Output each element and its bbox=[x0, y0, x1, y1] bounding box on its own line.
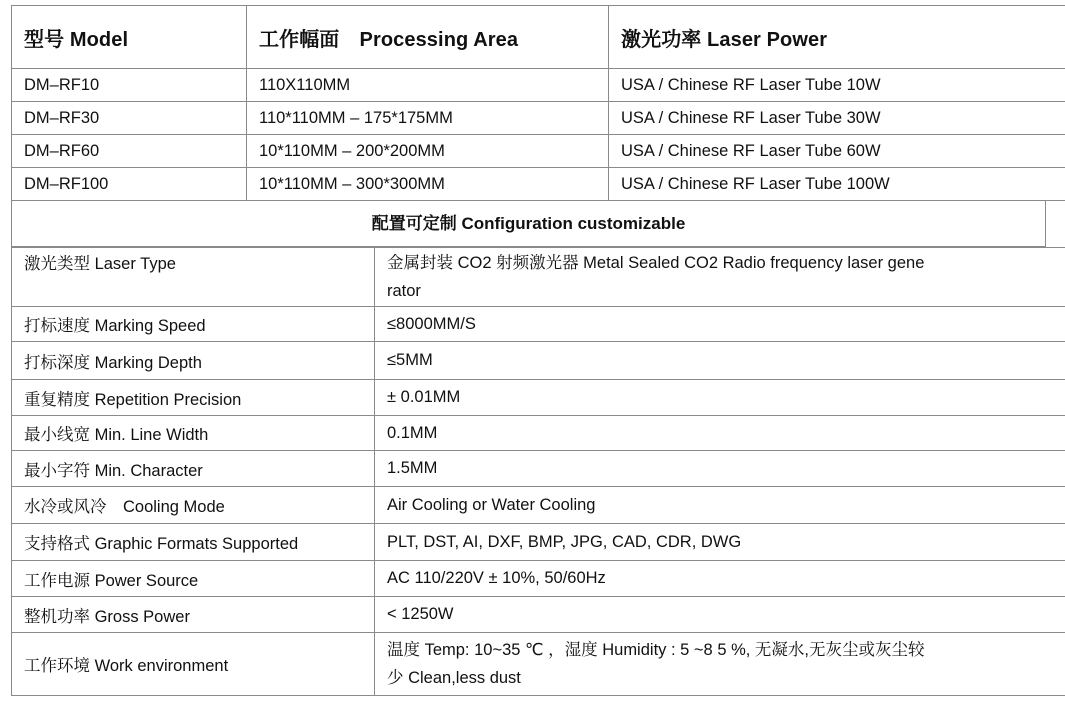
spec-row-min-line-width bbox=[12, 416, 1065, 451]
models-header-row bbox=[12, 6, 1065, 69]
table-row bbox=[12, 69, 1065, 102]
header-processing-area: 工作幅面 Processing Area bbox=[247, 6, 609, 69]
area-cell: 110*110MM – 175*175MM bbox=[247, 102, 609, 135]
spec-value-line: 金属封装 CO2 射频激光器 Metal Sealed CO2 Radio frequency laser gene bbox=[387, 254, 925, 272]
area-cell: 10*110MM – 300*300MM bbox=[247, 168, 609, 201]
table-row bbox=[12, 135, 1065, 168]
spec-label: 重复精度 Repetition Precision bbox=[12, 380, 375, 416]
spec-sheet bbox=[11, 5, 1046, 696]
spec-value: 1.5MM bbox=[375, 451, 1065, 487]
spec-value: 0.1MM bbox=[375, 416, 1065, 451]
spec-row-cooling-mode bbox=[12, 487, 1065, 524]
spec-row-repetition-precision bbox=[12, 380, 1065, 416]
model-cell: DM–RF30 bbox=[12, 102, 247, 135]
config-banner: 配置可定制 Configuration customizable bbox=[11, 201, 1046, 247]
spec-label: 激光类型 Laser Type bbox=[12, 248, 375, 307]
area-cell: 10*110MM – 200*200MM bbox=[247, 135, 609, 168]
spec-label: 支持格式 Graphic Formats Supported bbox=[12, 524, 375, 561]
spec-label: 工作电源 Power Source bbox=[12, 561, 375, 597]
spec-value: AC 110/220V ± 10%, 50/60Hz bbox=[375, 561, 1065, 597]
spec-value: ± 0.01MM bbox=[375, 380, 1065, 416]
power-cell: USA / Chinese RF Laser Tube 60W bbox=[609, 135, 1065, 168]
spec-row-graphic-formats bbox=[12, 524, 1065, 561]
model-cell: DM–RF100 bbox=[12, 168, 247, 201]
spec-label: 最小线宽 Min. Line Width bbox=[12, 416, 375, 451]
model-cell: DM–RF60 bbox=[12, 135, 247, 168]
spec-row-marking-speed bbox=[12, 307, 1065, 342]
header-model: 型号 Model bbox=[12, 6, 247, 69]
spec-value: ≤5MM bbox=[375, 342, 1065, 380]
spec-row-min-character bbox=[12, 451, 1065, 487]
spec-label: 工作环境 Work environment bbox=[12, 633, 375, 696]
spec-value: PLT, DST, AI, DXF, BMP, JPG, CAD, CDR, DWG bbox=[375, 524, 1065, 561]
spec-label: 打标深度 Marking Depth bbox=[12, 342, 375, 380]
spec-value-line: 少 Clean,less dust bbox=[387, 669, 521, 687]
model-cell: DM–RF10 bbox=[12, 69, 247, 102]
table-row bbox=[12, 168, 1065, 201]
spec-row-gross-power bbox=[12, 597, 1065, 633]
spec-row-laser-type bbox=[12, 248, 1065, 307]
header-laser-power: 激光功率 Laser Power bbox=[609, 6, 1065, 69]
spec-label: 水冷或风冷 Cooling Mode bbox=[12, 487, 375, 524]
spec-value: ≤8000MM/S bbox=[375, 307, 1065, 342]
spec-value-line: rator bbox=[387, 282, 421, 300]
spec-label: 打标速度 Marking Speed bbox=[12, 307, 375, 342]
spec-row-power-source bbox=[12, 561, 1065, 597]
spec-label: 最小字符 Min. Character bbox=[12, 451, 375, 487]
spec-table bbox=[11, 247, 1065, 696]
models-table bbox=[11, 5, 1065, 201]
spec-row-marking-depth bbox=[12, 342, 1065, 380]
power-cell: USA / Chinese RF Laser Tube 100W bbox=[609, 168, 1065, 201]
power-cell: USA / Chinese RF Laser Tube 30W bbox=[609, 102, 1065, 135]
spec-row-work-environment bbox=[12, 633, 1065, 696]
spec-value-line: 温度 Temp: 10~35 ℃ ，湿度 Humidity : 5 ~8 5 %, 无凝水,无灰尘或灰尘较 bbox=[387, 641, 925, 659]
spec-label: 整机功率 Gross Power bbox=[12, 597, 375, 633]
power-cell: USA / Chinese RF Laser Tube 10W bbox=[609, 69, 1065, 102]
table-row bbox=[12, 102, 1065, 135]
spec-value: < 1250W bbox=[375, 597, 1065, 633]
spec-value bbox=[375, 633, 1065, 696]
spec-value bbox=[375, 248, 1065, 307]
spec-value: Air Cooling or Water Cooling bbox=[375, 487, 1065, 524]
area-cell: 110X110MM bbox=[247, 69, 609, 102]
